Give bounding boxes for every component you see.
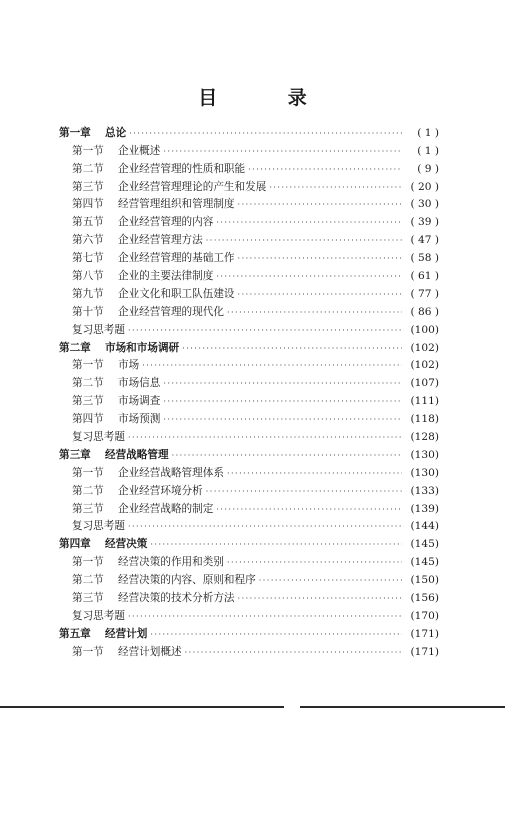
section-title: 经营决策的内容、原则和程序	[118, 574, 256, 587]
chapter-title: 市场和市场调研	[105, 341, 180, 354]
toc-section-row	[59, 158, 439, 176]
toc-entry-label	[72, 323, 125, 337]
section-title: 经营管理组织和管理制度	[118, 198, 235, 211]
section-title: 企业经营管理的现代化	[118, 305, 224, 318]
chapter-title: 经营战略管理	[105, 448, 169, 461]
section-number: 第五节	[72, 216, 104, 229]
page-number: (133)	[410, 484, 439, 497]
page-number: ( 77 )	[410, 287, 439, 300]
toc-entry-label	[72, 197, 235, 211]
toc-entry-label	[72, 287, 235, 301]
section-title: 市场信息	[118, 377, 161, 390]
toc-section-row	[59, 551, 439, 569]
dot-leader	[150, 629, 402, 641]
section-number: 第十节	[72, 305, 104, 318]
chapter-number: 第一章	[59, 126, 91, 139]
page-title: 目 录	[198, 87, 339, 109]
page-number: (130)	[410, 466, 439, 479]
section-number: 第一节	[72, 466, 104, 479]
page-number: ( 1 )	[417, 126, 439, 139]
toc-entry-label	[59, 341, 179, 355]
toc-entry-label	[72, 233, 203, 247]
toc-chapter-row	[59, 122, 439, 140]
toc-chapter-row	[59, 533, 439, 551]
dot-leader	[128, 521, 402, 533]
section-title: 企业经营战略管理体系	[118, 466, 224, 479]
toc-section-row	[59, 211, 439, 229]
dot-leader	[216, 271, 402, 283]
page-number: (170)	[410, 609, 439, 622]
section-title: 企业概述	[118, 144, 161, 157]
section-title: 企业经营环境分析	[118, 484, 203, 497]
toc-entry-label	[72, 180, 266, 194]
section-title: 企业经营管理的内容	[118, 216, 214, 229]
toc-entry-label	[72, 412, 160, 426]
dot-leader	[128, 432, 402, 444]
toc-section-row	[59, 390, 439, 408]
dot-leader	[238, 593, 402, 605]
dot-leader	[227, 557, 402, 569]
chapter-number: 第四章	[59, 538, 91, 551]
dot-leader	[129, 128, 402, 140]
section-title: 经营决策的技术分析方法	[118, 592, 235, 605]
toc-entry-label	[72, 162, 245, 176]
page-number: (102)	[410, 341, 439, 354]
toc-entry-label	[72, 376, 160, 390]
toc-entry-label	[72, 573, 256, 587]
page-number: (118)	[410, 413, 439, 426]
section-title: 市场预测	[118, 413, 161, 426]
toc-section-row	[59, 605, 439, 623]
toc-entry-label	[72, 502, 213, 516]
chapter-number: 第三章	[59, 448, 91, 461]
section-title: 复习思考题	[72, 609, 125, 622]
dot-leader	[238, 199, 402, 211]
toc-section-row	[59, 498, 439, 516]
dot-leader	[269, 182, 402, 194]
toc-section-row	[59, 569, 439, 587]
toc-entry-label	[72, 215, 213, 229]
page-number: (107)	[410, 377, 439, 390]
toc-section-row	[59, 194, 439, 212]
chapter-number: 第二章	[59, 341, 91, 354]
section-title: 市场	[118, 359, 140, 372]
section-number: 第二节	[72, 574, 104, 587]
section-title: 企业经营战略的制定	[118, 502, 214, 515]
bottom-rule-right	[300, 706, 505, 708]
toc-entry-label	[72, 430, 125, 444]
dot-leader	[163, 396, 402, 408]
dot-leader	[163, 414, 402, 426]
dot-leader	[227, 468, 402, 480]
section-title: 企业经营管理方法	[118, 234, 203, 247]
toc-section-row	[59, 516, 439, 534]
chapter-number: 第五章	[59, 627, 91, 640]
toc-section-row	[59, 301, 439, 319]
page-number: ( 58 )	[410, 252, 439, 265]
table-of-contents	[59, 122, 439, 659]
section-number: 第二节	[72, 377, 104, 390]
page-number: ( 20 )	[410, 180, 439, 193]
toc-section-row	[59, 462, 439, 480]
dot-leader	[238, 253, 402, 265]
dot-leader	[206, 486, 402, 498]
toc-section-row	[59, 372, 439, 390]
section-title: 企业经营管理的基础工作	[118, 252, 235, 265]
toc-entry-label	[72, 645, 182, 659]
page-number: ( 30 )	[410, 198, 439, 211]
dot-leader	[248, 164, 402, 176]
toc-chapter-row	[59, 444, 439, 462]
chapter-title: 经营决策	[105, 538, 148, 551]
toc-section-row	[59, 229, 439, 247]
section-number: 第一节	[72, 359, 104, 372]
page-number: (102)	[410, 359, 439, 372]
toc-chapter-row	[59, 337, 439, 355]
toc-section-row	[59, 283, 439, 301]
page-number: ( 1 )	[417, 144, 439, 157]
section-title: 复习思考题	[72, 323, 125, 336]
section-number: 第六节	[72, 234, 104, 247]
page-number: (111)	[410, 395, 439, 408]
page-number: (130)	[410, 448, 439, 461]
page-number: (150)	[410, 574, 439, 587]
toc-section-row	[59, 176, 439, 194]
page-number: (171)	[410, 645, 439, 658]
page-number: (144)	[410, 520, 439, 533]
section-number: 第四节	[72, 198, 104, 211]
section-number: 第四节	[72, 413, 104, 426]
section-number: 第三节	[72, 502, 104, 515]
toc-section-row	[59, 426, 439, 444]
page-number: ( 9 )	[417, 162, 439, 175]
toc-entry-label	[72, 484, 203, 498]
page-number: (139)	[410, 502, 439, 515]
toc-entry-label	[72, 251, 235, 265]
dot-leader	[172, 450, 402, 462]
dot-leader	[216, 504, 402, 516]
section-number: 第三节	[72, 592, 104, 605]
page-number: ( 47 )	[410, 234, 439, 247]
toc-entry-label	[72, 555, 224, 569]
toc-section-row	[59, 265, 439, 283]
dot-leader	[206, 235, 402, 247]
dot-leader	[142, 360, 402, 372]
section-number: 第八节	[72, 270, 104, 283]
dot-leader	[259, 575, 402, 587]
dot-leader	[227, 307, 402, 319]
dot-leader	[163, 378, 402, 390]
page-number: (171)	[410, 627, 439, 640]
toc-entry-label	[72, 144, 160, 158]
toc-section-row	[59, 408, 439, 426]
section-title: 企业经营管理的性质和职能	[118, 162, 246, 175]
section-title: 企业经营管理理论的产生和发展	[118, 180, 267, 193]
dot-leader	[150, 539, 402, 551]
toc-entry-label	[72, 609, 125, 623]
toc-entry-label	[59, 537, 147, 551]
page-number: (100)	[410, 323, 439, 336]
section-number: 第一节	[72, 144, 104, 157]
page-number: ( 61 )	[410, 270, 439, 283]
section-number: 第七节	[72, 252, 104, 265]
page-number: (128)	[410, 431, 439, 444]
toc-section-row	[59, 319, 439, 337]
toc-entry-label	[72, 269, 213, 283]
section-number: 第九节	[72, 287, 104, 300]
toc-entry-label	[72, 519, 125, 533]
dot-leader	[216, 217, 402, 229]
toc-entry-label	[72, 591, 235, 605]
toc-section-row	[59, 140, 439, 158]
toc-entry-label	[59, 126, 126, 140]
toc-section-row	[59, 480, 439, 498]
dot-leader	[128, 325, 402, 337]
page-number: ( 86 )	[410, 305, 439, 318]
dot-leader	[238, 289, 402, 301]
section-title: 复习思考题	[72, 431, 125, 444]
toc-entry-label	[59, 627, 147, 641]
toc-entry-label	[72, 358, 139, 372]
dot-leader	[185, 647, 402, 659]
bottom-rule	[0, 706, 505, 708]
section-number: 第一节	[72, 556, 104, 569]
dot-leader	[128, 611, 402, 623]
dot-leader	[182, 343, 402, 355]
toc-entry-label	[59, 448, 169, 462]
section-number: 第二节	[72, 162, 104, 175]
section-title: 经营计划概述	[118, 645, 182, 658]
section-title: 经营决策的作用和类别	[118, 556, 224, 569]
section-number: 第三节	[72, 180, 104, 193]
toc-entry-label	[72, 466, 224, 480]
chapter-title: 总论	[105, 126, 127, 139]
toc-section-row	[59, 641, 439, 659]
toc-section-row	[59, 355, 439, 373]
page-number: ( 39 )	[410, 216, 439, 229]
toc-section-row	[59, 587, 439, 605]
section-title: 企业文化和职工队伍建设	[118, 287, 235, 300]
toc-section-row	[59, 247, 439, 265]
page-number: (145)	[410, 538, 439, 551]
section-number: 第三节	[72, 395, 104, 408]
toc-entry-label	[72, 305, 224, 319]
page-number: (156)	[410, 592, 439, 605]
section-number: 第二节	[72, 484, 104, 497]
toc-chapter-row	[59, 623, 439, 641]
chapter-title: 经营计划	[105, 627, 148, 640]
section-title: 市场调查	[118, 395, 161, 408]
section-number: 第一节	[72, 645, 104, 658]
bottom-rule-left	[0, 706, 284, 708]
page-number: (145)	[410, 556, 439, 569]
toc-entry-label	[72, 394, 160, 408]
section-title: 复习思考题	[72, 520, 125, 533]
section-title: 企业的主要法律制度	[118, 270, 214, 283]
dot-leader	[163, 146, 402, 158]
